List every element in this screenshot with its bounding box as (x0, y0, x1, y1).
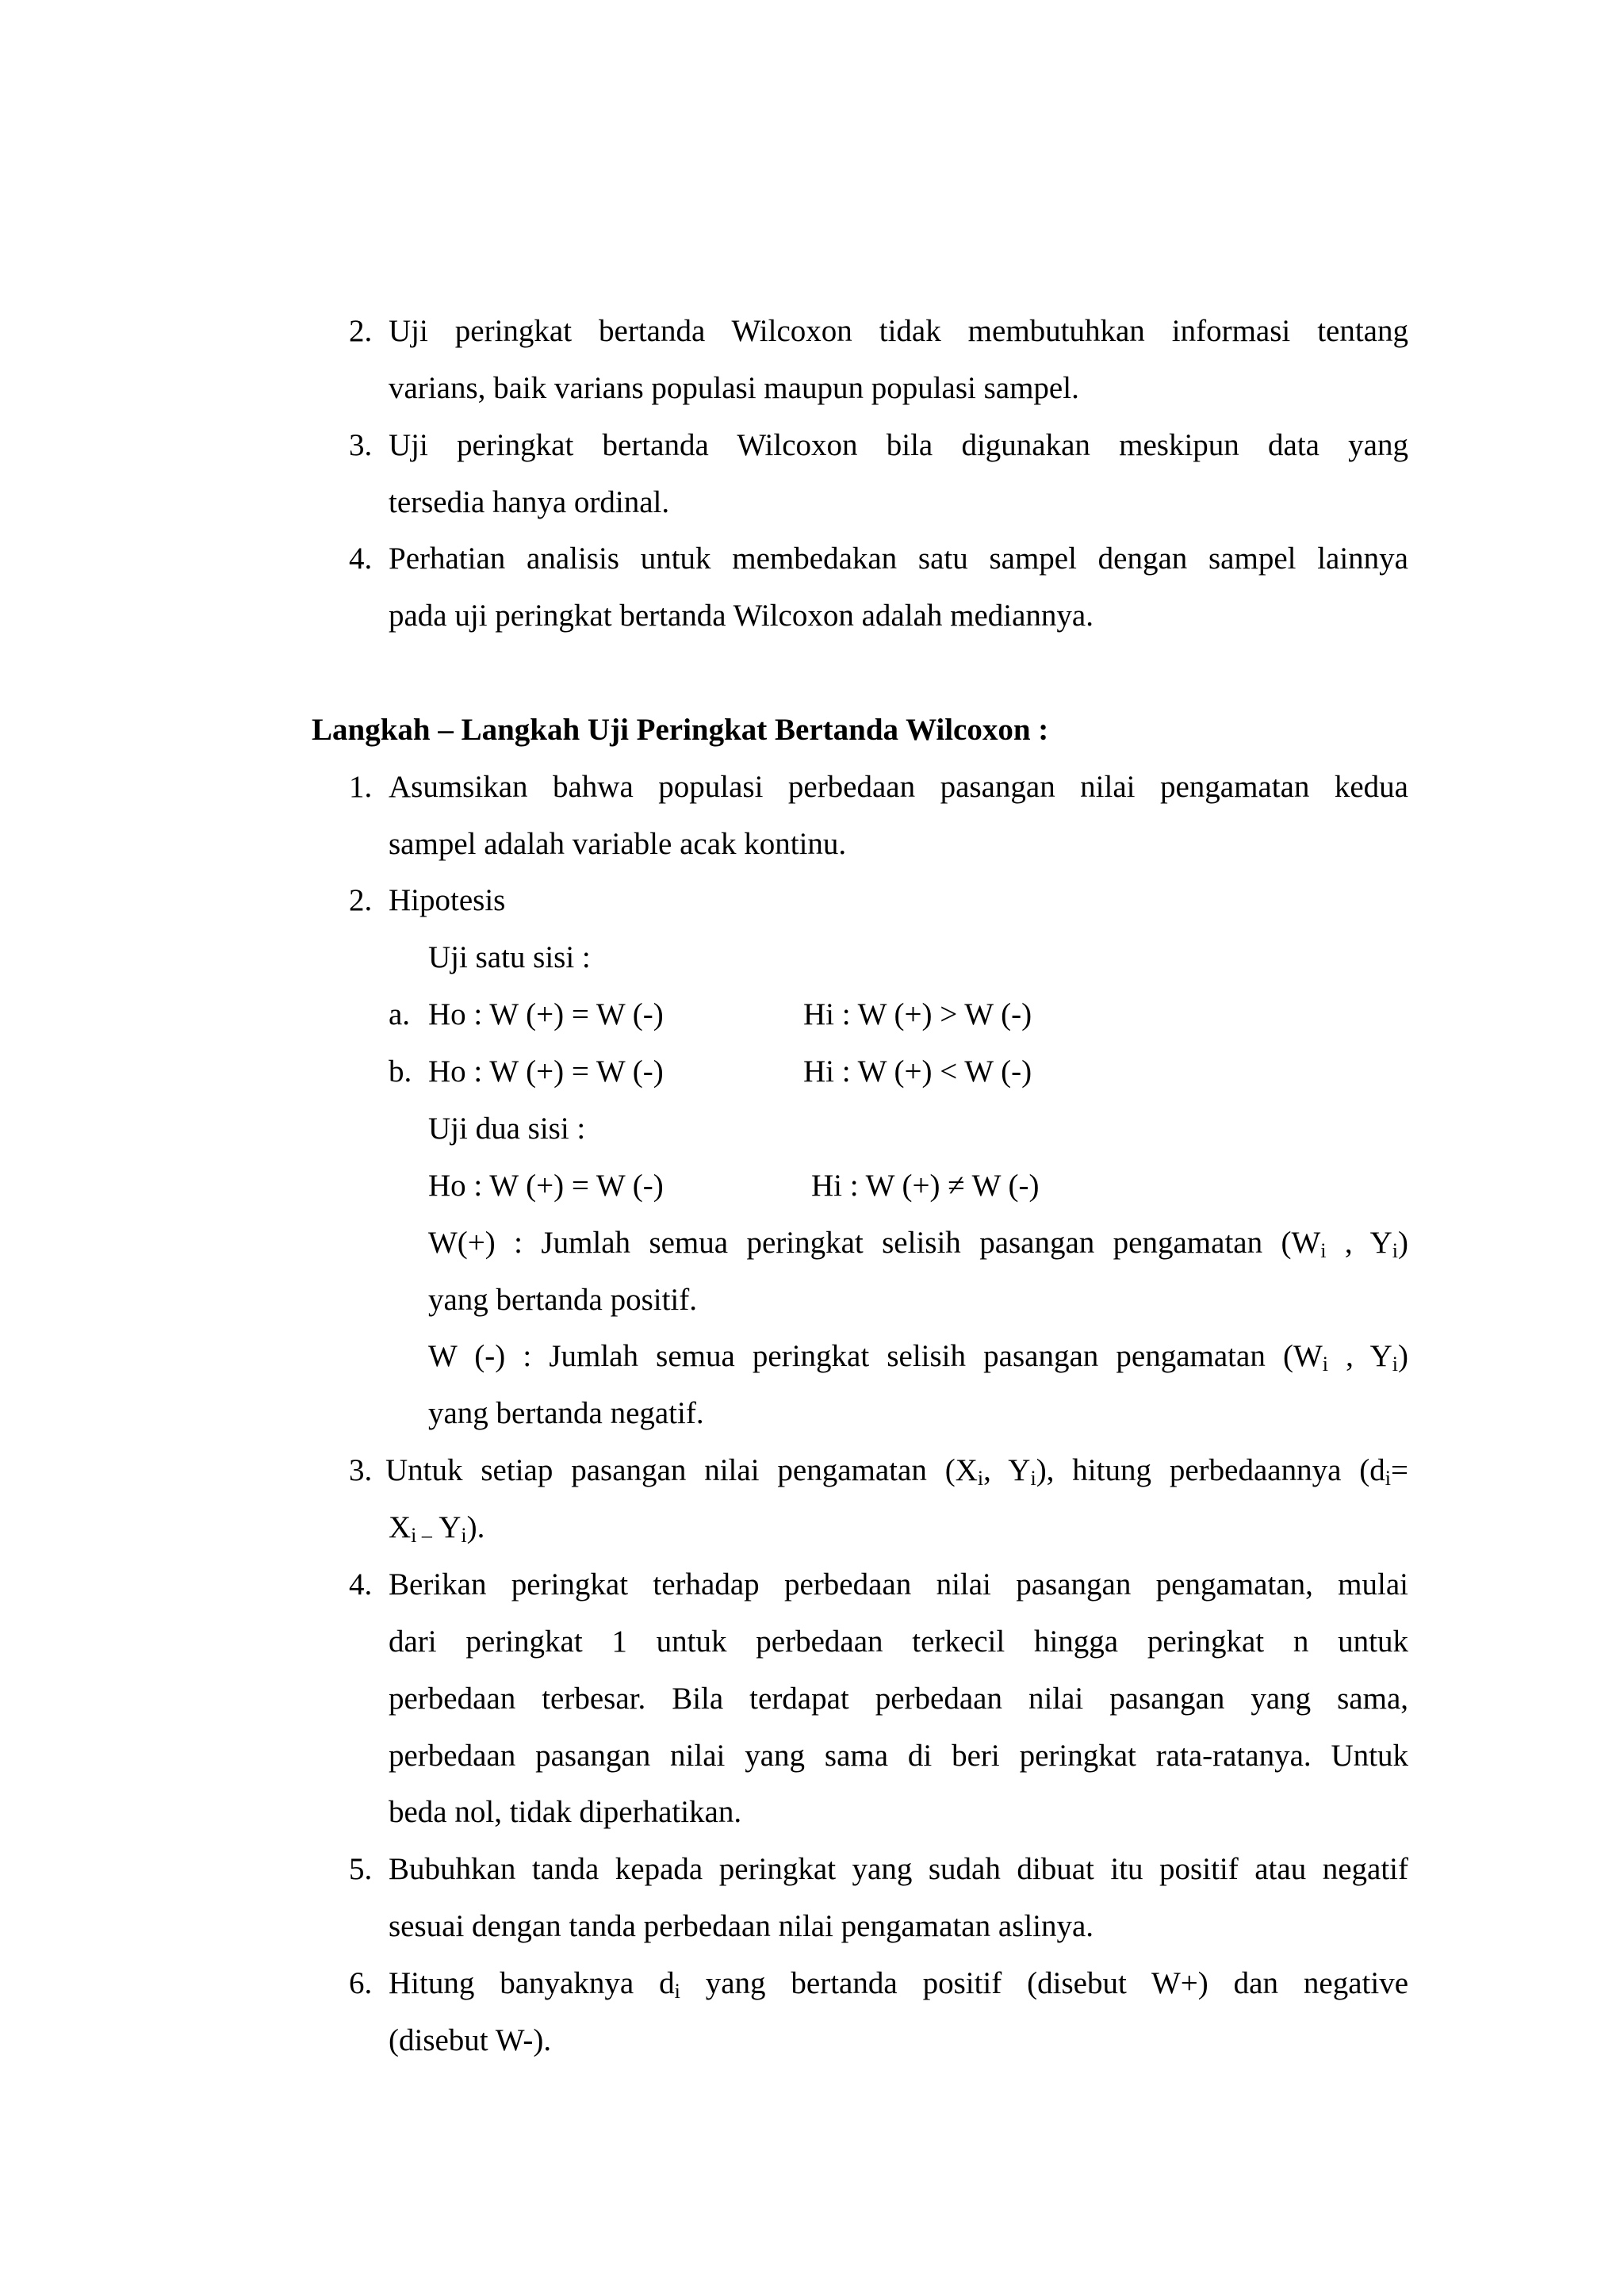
step4-line: perbedaan terbesar. Bila terdapat perbedaan nilai pasangan yang sama, (389, 1682, 1408, 1716)
list-number: 4. (349, 541, 373, 576)
step6-line1: Hitung banyaknya $d_i$ yang bertanda positif (disebut W+) dan negative (389, 1966, 1408, 2003)
hypothesis-two-hi: Hi : W (+) ≠ W (-) (811, 1169, 1040, 1203)
step-number: 3. (349, 1453, 373, 1487)
list-item-2-line1: Uji peringkat bertanda Wilcoxon tidak membutuhkan informasi tentang (389, 314, 1408, 348)
step1-line1: Asumsikan bahwa populasi perbedaan pasangan nilai pengamatan kedua (389, 770, 1408, 804)
step4-line: perbedaan pasangan nilai yang sama di beri peringkat rata-ratanya. Untuk (389, 1739, 1408, 1773)
step1-line2: sampel adalah variable acak kontinu. (389, 827, 847, 861)
hypothesis-b-ho: Ho : W (+) = W (-) (428, 1054, 664, 1089)
step5-line2: sesuai dengan tanda perbedaan nilai pengamatan aslinya. (389, 1909, 1094, 1943)
w-minus-definition-line2: yang bertanda negatif. (428, 1396, 704, 1430)
list-item-4-line2: pada uji peringkat bertanda Wilcoxon adalah mediannya. (389, 599, 1094, 633)
w-plus-definition-line2: yang bertanda positif. (428, 1283, 697, 1317)
step2-title: Hipotesis (389, 883, 506, 917)
list-item-4-line1: Perhatian analisis untuk membedakan satu sampel dengan sampel lainnya (389, 541, 1408, 576)
step4-line: beda nol, tidak diperhatikan. (389, 1795, 742, 1829)
step6-line2: (disebut W-). (389, 2023, 552, 2057)
step-number: 5. (349, 1852, 373, 1886)
step-number: 6. (349, 1966, 373, 2000)
step-number: 4. (349, 1567, 373, 1601)
step-number: 2. (349, 883, 373, 917)
hypothesis-two-ho: Ho : W (+) = W (-) (428, 1169, 664, 1203)
two-sided-label: Uji dua sisi : (428, 1112, 586, 1146)
step3-line1: Untuk setiap pasangan nilai pengamatan ($X_i$, $Y_i$), hitung perbedaannya ($d_i=$ (385, 1453, 1408, 1490)
step4-line: dari peringkat 1 untuk perbedaan terkecil hingga peringkat n untuk (389, 1624, 1408, 1659)
step5-line1: Bubuhkan tanda kepada peringkat yang sudah dibuat itu positif atau negatif (389, 1852, 1408, 1886)
section-heading: Langkah – Langkah Uji Peringkat Bertanda Wilcoxon : (312, 713, 1049, 747)
hypothesis-b-label: b. (389, 1054, 412, 1089)
hypothesis-a-label: a. (389, 997, 411, 1031)
hypothesis-a-ho: Ho : W (+) = W (-) (428, 997, 664, 1031)
step-number: 1. (349, 770, 373, 804)
w-minus-definition-line1: W (-) : Jumlah semua peringkat selisih pasangan pengamatan ($W_i$ , $Y_i$) (428, 1339, 1408, 1376)
one-sided-label: Uji satu sisi : (428, 940, 591, 974)
hypothesis-b-hi: Hi : W (+) < W (-) (803, 1054, 1032, 1089)
list-number: 2. (349, 314, 373, 348)
hypothesis-a-hi: Hi : W (+) > W (-) (803, 997, 1032, 1031)
list-item-2-line2: varians, baik varians populasi maupun populasi sampel. (389, 371, 1079, 405)
list-item-3-line2: tersedia hanya ordinal. (389, 485, 670, 519)
list-item-3-line1: Uji peringkat bertanda Wilcoxon bila digunakan meskipun data yang (389, 428, 1408, 462)
w-plus-definition-line1: W(+) : Jumlah semua peringkat selisih pasangan pengamatan ($W_i$ , $Y_i$) (428, 1226, 1409, 1262)
step3-line2: $X_{i -}$ $Y_i$). (389, 1510, 485, 1547)
step4-line: Berikan peringkat terhadap perbedaan nilai pasangan pengamatan, mulai (389, 1567, 1408, 1601)
list-number: 3. (349, 428, 373, 462)
